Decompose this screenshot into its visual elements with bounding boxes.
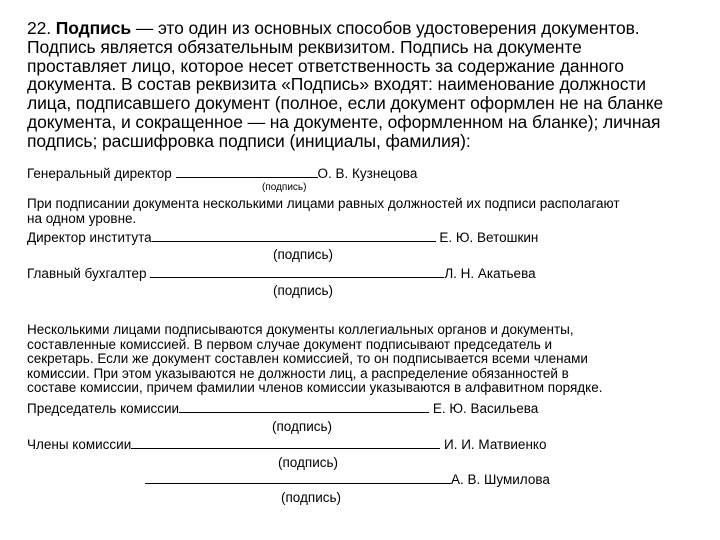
paragraph-line: составленные комиссией. В первом случае документ подписывают председатель и [27,336,553,352]
section-number: 22. [27,18,52,38]
paragraph-line: секретарь. Если же документ составлен комиссией, то он подписывается всеми членами [27,351,588,366]
paragraph-line: При подписании документа несколькими лицами равных должностей их подписи располагают [27,196,620,211]
signature-line-accountant [27,265,536,281]
signature-caption: (подпись) [273,283,334,298]
paragraph-line: комиссии. При этом указываются не должности лиц, а распределение обязанностей в [27,365,569,381]
intro-line: лица, подписавшего документ (полное, если документ оформлен не на бланке [27,93,664,114]
signature-blank [179,400,429,413]
signer-name: Е. Ю. Васильева [429,401,539,416]
signature-caption: (подпись) [278,455,339,470]
signer-position: Генеральный директор [27,166,176,181]
intro-line: подпись; расшифровка подписи (инициалы, фамилия): [27,130,471,151]
intro-line-1 [27,19,707,38]
signature-line-members [27,436,546,452]
signature-caption: (подпись) [281,490,342,505]
paragraph-line: Несколькими лицами подписываются документы коллегиальных органов и документы, [27,322,574,337]
signature-blank [152,229,436,242]
signer-name: Е. Ю. Ветошкин [435,230,539,245]
signer-name: И. И. Матвиенко [440,437,547,452]
intro-line-text: — это один из основных способов удостоверения документов. [131,18,640,38]
signature-line-general-director [27,165,417,181]
intro-line: документа. В состав реквизита «Подпись» входят: наименование должности [27,74,646,95]
section-heading: Подпись [55,18,132,38]
signature-line-member-2 [145,471,550,487]
intro-paragraph [27,19,707,151]
signature-blank [131,436,440,449]
signature-blank [150,265,444,278]
equal-rank-paragraph [27,197,620,226]
paragraph-line: на одном уровне. [27,210,137,226]
signer-position: Члены комиссии [27,437,132,452]
intro-line: документа, и сокращенное — на документе, оформленном на бланке); личная [27,111,661,132]
signer-position: Директор института [27,230,152,245]
intro-line: Подпись является обязательным реквизитом. Подпись на документе [27,36,582,57]
signer-position: Председатель комиссии [27,401,180,416]
signature-line-chairman [27,400,538,416]
paragraph-line: составе комиссии, причем фамилии членов комиссии указываются в алфавитном порядке. [27,380,603,395]
signature-caption: (подпись) [273,247,334,262]
signature-line-director [27,229,538,245]
signer-position: Главный бухгалтер [27,266,151,281]
signer-name: А. В. Шумилова [451,472,550,487]
signature-caption: (подпись) [272,419,333,434]
signature-caption: (подпись) [262,182,307,193]
signature-blank [176,165,318,178]
signer-name: О. В. Кузнецова [317,166,418,181]
intro-line: проставляет лицо, которое несет ответственность за содержание данного [27,55,624,76]
signature-blank [145,471,451,484]
signer-name: Л. Н. Акатьева [444,266,536,281]
commission-paragraph [27,323,602,396]
